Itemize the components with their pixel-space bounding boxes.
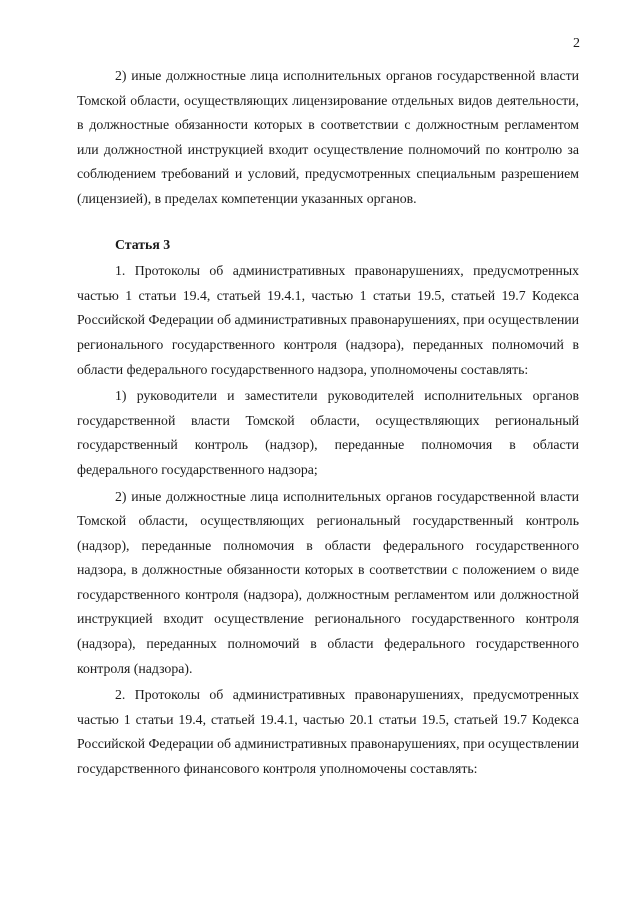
- paragraph-article-3-item-2: 2) иные должностные лица исполнительных органов государственной власти Томской области, осуществляющих региональный государственный контроль (надзор), переданные полномочия в области федерального государственного надзора, в должностные обязанности которых в соответствии с положением о виде государственного контроля (надзора), должностным регламентом или должностной инструкцией входит осуществление регионального государственного контроля (надзора), переданных полномочий в области федерального государственного контроля (надзора).: [77, 488, 579, 676]
- paragraph-item-2-officials: 2) иные должностные лица исполнительных органов государственной власти Томской области, осуществляющих лицензирование отдельных видов деятельности, в должностные обязанности которых в соответствии с должностным регламентом или должностной инструкцией входит осуществление полномочий по контролю за соблюдением требований и условий, предусмотренных специальным разрешением (лицензией), в пределах компетенции указанных органов.: [77, 68, 579, 206]
- article-3-heading: Статья 3: [115, 236, 171, 252]
- paragraph-article-3-item-1: 1) руководители и заместители руководителей исполнительных органов государственной власти Томской области, осуществляющих региональный государственный контроль (надзор), переданные полномочия в области федерального государственного надзора;: [77, 388, 579, 477]
- page-number: 2: [573, 36, 580, 51]
- paragraph-article-3-part-2: 2. Протоколы об административных правонарушениях, предусмотренных частью 1 статьи 19.4, статьей 19.4.1, частью 20.1 статьи 19.5, статьей 19.7 Кодекса Российской Федерации об административных правонарушениях, при осуществлении государственного финансового контроля уполномочены составлять:: [77, 687, 579, 777]
- document-body: [77, 64, 579, 782]
- paragraph-article-3-part-1: 1. Протоколы об административных правонарушениях, предусмотренных частью 1 статьи 19.4, статьей 19.4.1, частью 1 статьи 19.5, статьей 19.7 Кодекса Российской Федерации об административных правонарушениях, при осуществлении регионального государственного контроля (надзора), переданных полномочий в области федерального государственного надзора, уполномочены составлять:: [77, 263, 579, 377]
